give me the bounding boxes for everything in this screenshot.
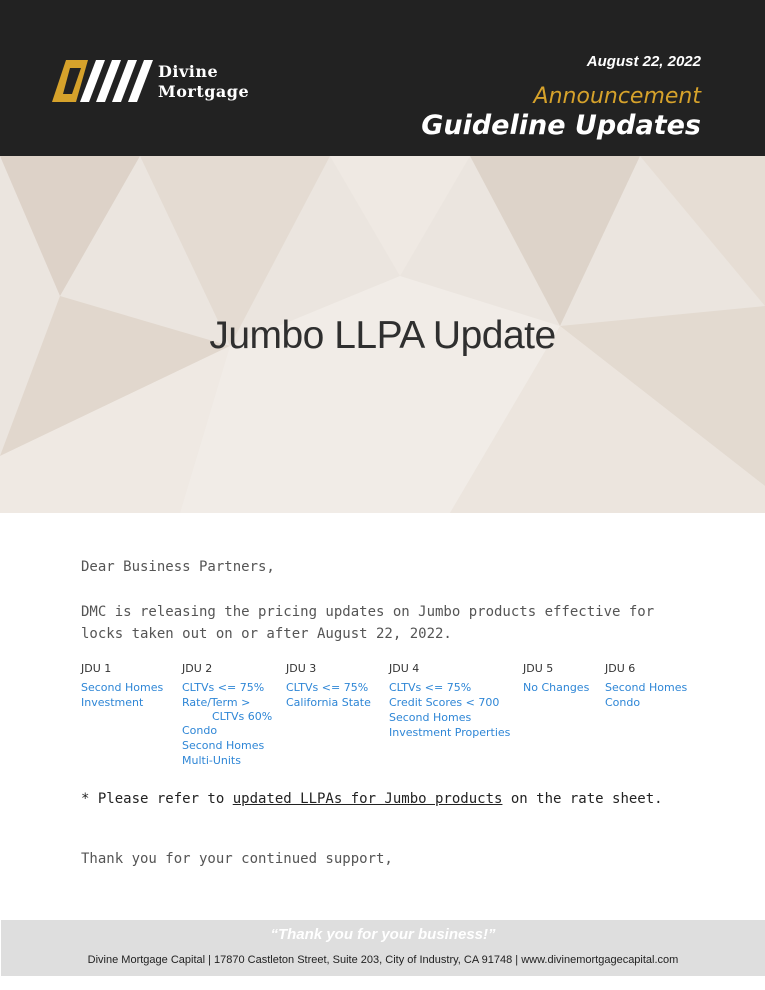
divine-mortgage-logo <box>52 60 280 104</box>
jdu-column <box>605 662 687 710</box>
jdu-heading: JDU 2 <box>182 662 213 675</box>
jdu-item: Credit Scores < 700 <box>389 696 500 709</box>
announcement-date: August 22, 2022 <box>586 53 701 70</box>
logo-line-1: Divine <box>158 62 219 81</box>
jdu-column <box>81 662 163 710</box>
jdu-item: Investment Properties <box>389 726 511 739</box>
closing-line: Thank you for your continued support, <box>81 851 393 867</box>
jdu-item: Condo <box>182 724 218 737</box>
jdu-heading: JDU 3 <box>286 662 317 675</box>
jdu-item: Second Homes <box>81 681 164 694</box>
jdu-item: CLTVs <= 75% <box>286 681 369 694</box>
intro-paragraph: DMC is releasing the pricing updates on Jumbo products effective for locks taken out on or after August 22, 2022. <box>81 604 655 642</box>
footer-thanks: “Thank you for your business!” <box>270 926 496 943</box>
jdu-item: No Changes <box>523 681 590 694</box>
hero-title: Jumbo LLPA Update <box>209 314 556 357</box>
footer-banner <box>1 920 765 976</box>
jdu-item: Second Homes <box>182 739 265 752</box>
footer-address: Divine Mortgage Capital | 17870 Castleton Street, Suite 203, City of Industry, CA 91748 | www.divinemortgagecapital.com <box>87 954 679 966</box>
logo-wordmark <box>158 62 249 102</box>
greeting: Dear Business Partners, <box>81 559 275 575</box>
jdu-heading: JDU 6 <box>605 662 636 675</box>
jdu-item: Multi-Units <box>182 754 241 767</box>
jdu-item: Second Homes <box>605 681 688 694</box>
jdu-item: California State <box>286 696 371 709</box>
announcement-label: Announcement <box>533 84 701 109</box>
note-suffix: on the rate sheet. <box>502 791 663 807</box>
header-banner <box>0 0 765 156</box>
logo-mark-icon <box>52 60 156 102</box>
jdu-heading: JDU 5 <box>523 662 554 675</box>
jdu-column <box>182 662 272 768</box>
jdu-heading: JDU 4 <box>389 662 420 675</box>
hero-banner <box>0 156 765 513</box>
jdu-item: CLTVs <= 75% <box>389 681 472 694</box>
jdu-column <box>523 662 589 695</box>
logo-line-2: Mortgage <box>158 82 250 101</box>
jdu-item: Rate/Term > <box>182 696 251 709</box>
guideline-updates-title: Guideline Updates <box>421 110 701 141</box>
jdu-item: Second Homes <box>389 711 472 724</box>
jdu-item: Condo <box>605 696 641 709</box>
note-prefix: * Please refer to <box>81 791 233 807</box>
jdu-item: Investment <box>81 696 144 709</box>
jdu-column <box>389 662 510 740</box>
jumbo-llpa-link[interactable]: updated LLPAs for Jumbo products <box>232 791 503 807</box>
jdu-heading: JDU 1 <box>81 662 112 675</box>
jdu-item: CLTVs <= 75% <box>182 681 265 694</box>
jdu-column <box>286 662 371 710</box>
jdu-item: CLTVs 60% <box>212 710 273 723</box>
rate-sheet-note <box>81 789 663 809</box>
